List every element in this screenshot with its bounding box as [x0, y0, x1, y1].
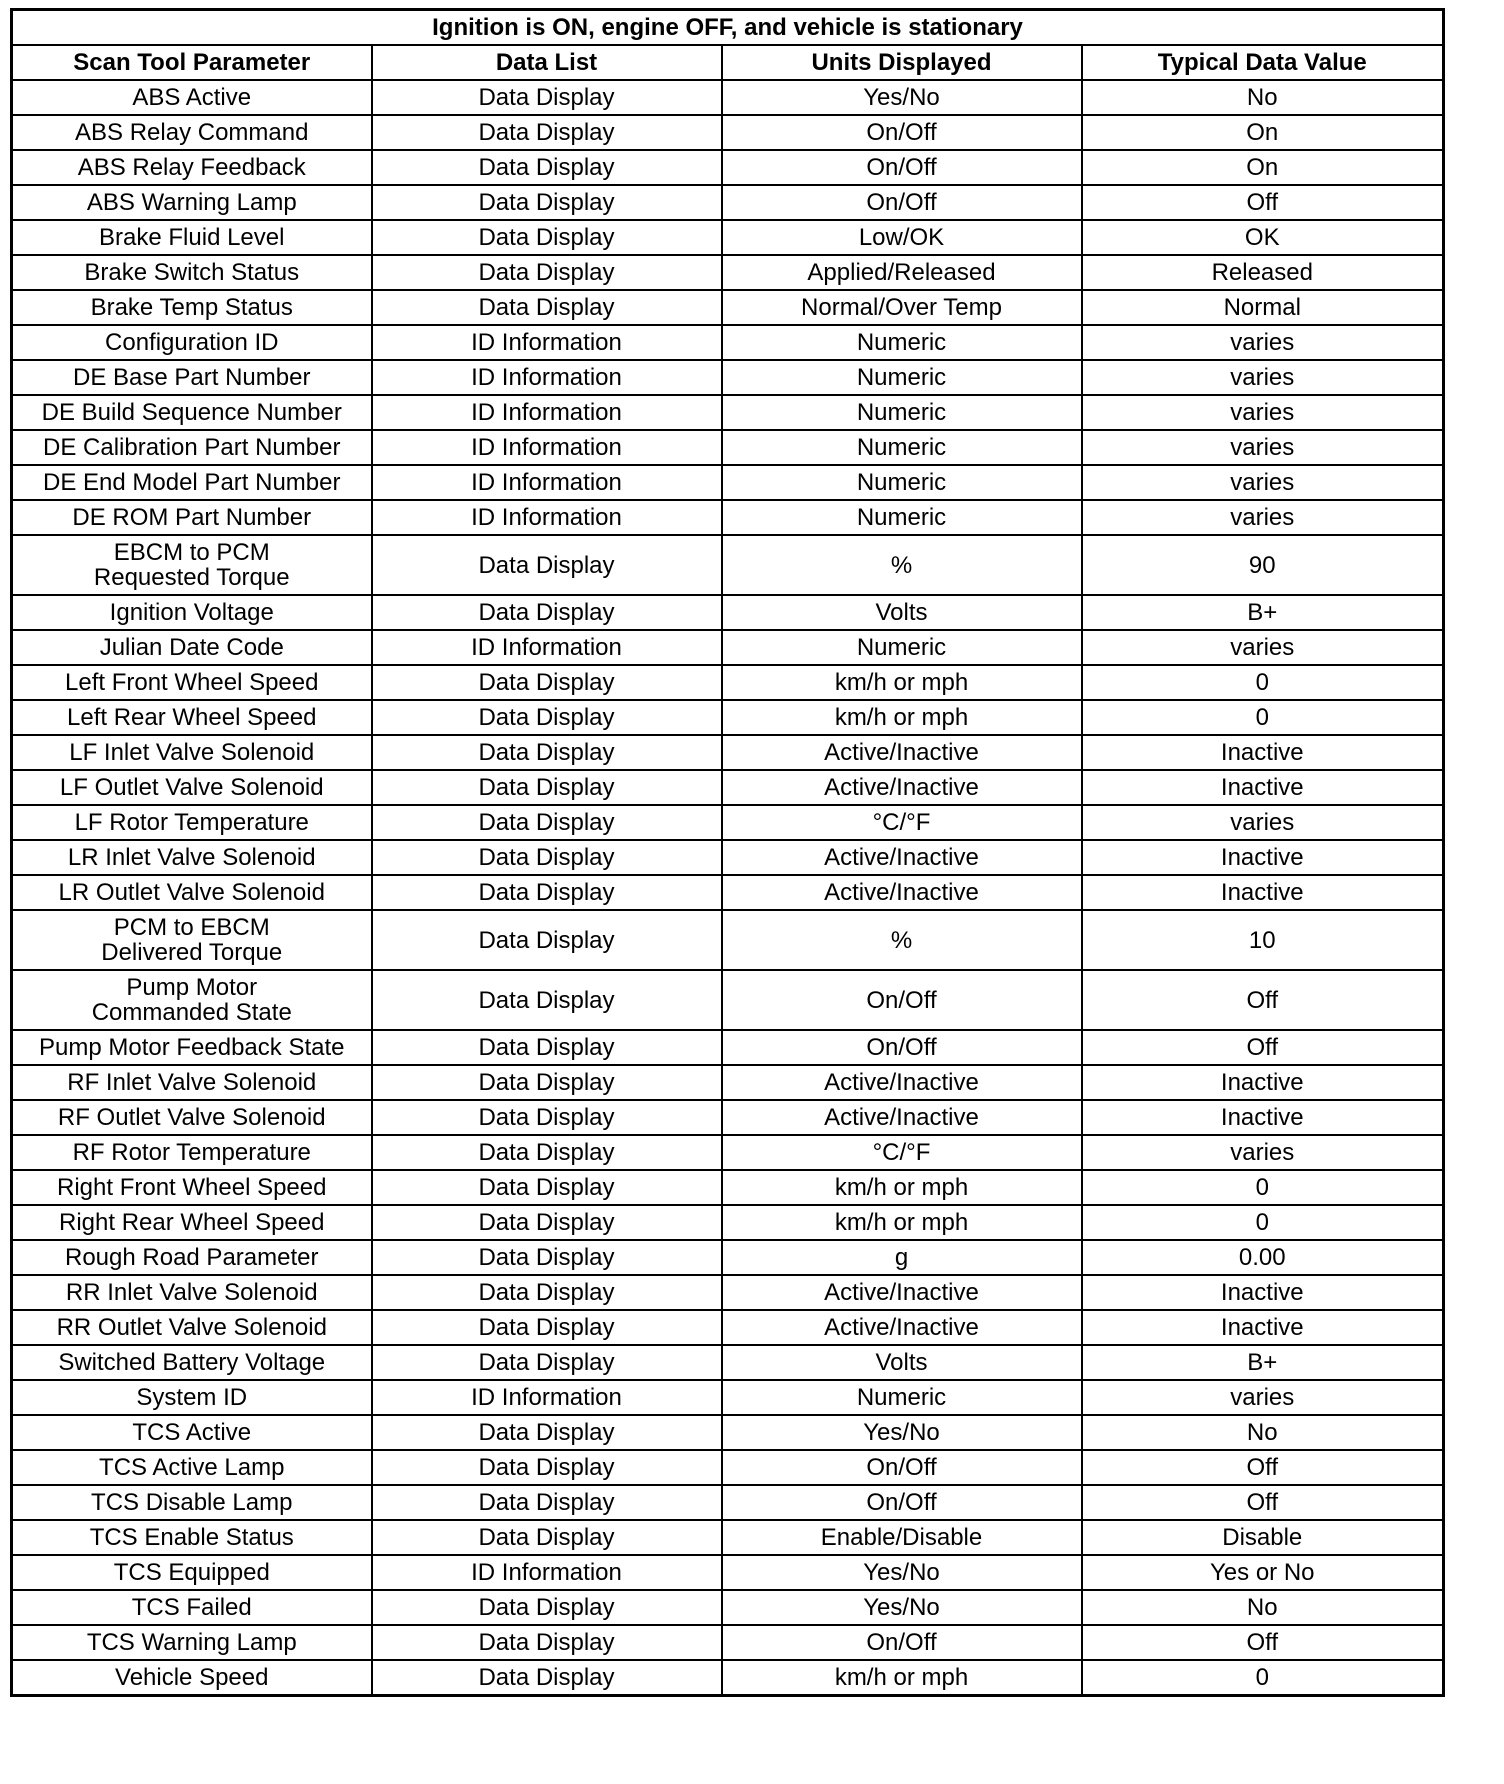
data-list-cell: ID Information: [372, 465, 722, 500]
parameter-cell: DE Calibration Part Number: [12, 430, 372, 465]
data-list-cell: Data Display: [372, 770, 722, 805]
typical-value-cell: 10: [1082, 910, 1444, 970]
units-cell: Applied/Released: [722, 255, 1082, 290]
table-row: [12, 735, 1444, 770]
parameter-cell: DE Build Sequence Number: [12, 395, 372, 430]
data-list-cell: Data Display: [372, 1590, 722, 1625]
table-row: [12, 220, 1444, 255]
table-row: [12, 805, 1444, 840]
typical-value-cell: varies: [1082, 430, 1444, 465]
data-list-cell: Data Display: [372, 1520, 722, 1555]
data-list-cell: ID Information: [372, 1555, 722, 1590]
table-row: [12, 395, 1444, 430]
typical-value-cell: Inactive: [1082, 1275, 1444, 1310]
units-cell: Yes/No: [722, 1555, 1082, 1590]
data-list-cell: Data Display: [372, 1415, 722, 1450]
typical-value-cell: varies: [1082, 805, 1444, 840]
typical-value-cell: varies: [1082, 325, 1444, 360]
data-list-cell: ID Information: [372, 360, 722, 395]
table-row: [12, 115, 1444, 150]
table-row: [12, 700, 1444, 735]
data-list-cell: ID Information: [372, 325, 722, 360]
data-list-cell: Data Display: [372, 1030, 722, 1065]
units-cell: km/h or mph: [722, 700, 1082, 735]
typical-value-cell: No: [1082, 1590, 1444, 1625]
typical-value-cell: Inactive: [1082, 875, 1444, 910]
data-list-cell: Data Display: [372, 1275, 722, 1310]
table-row: [12, 1205, 1444, 1240]
data-list-cell: Data Display: [372, 1240, 722, 1275]
units-cell: °C/°F: [722, 1135, 1082, 1170]
table-caption: Ignition is ON, engine OFF, and vehicle is stationary: [12, 10, 1444, 46]
typical-value-cell: varies: [1082, 465, 1444, 500]
units-cell: %: [722, 535, 1082, 595]
column-header-typical-value: Typical Data Value: [1082, 45, 1444, 80]
table-row: [12, 500, 1444, 535]
scan-tool-data-table: [10, 8, 1445, 1697]
data-list-cell: Data Display: [372, 150, 722, 185]
table-row: [12, 1135, 1444, 1170]
parameter-cell: LF Inlet Valve Solenoid: [12, 735, 372, 770]
table-row: [12, 150, 1444, 185]
units-cell: Active/Inactive: [722, 840, 1082, 875]
parameter-cell: [12, 535, 372, 595]
parameter-cell: RF Inlet Valve Solenoid: [12, 1065, 372, 1100]
column-header-parameter: Scan Tool Parameter: [12, 45, 372, 80]
units-cell: Numeric: [722, 325, 1082, 360]
table-row: [12, 875, 1444, 910]
table-row: [12, 430, 1444, 465]
units-cell: Normal/Over Temp: [722, 290, 1082, 325]
data-list-cell: Data Display: [372, 1100, 722, 1135]
table-row: [12, 1275, 1444, 1310]
typical-value-cell: Inactive: [1082, 1100, 1444, 1135]
typical-value-cell: Yes or No: [1082, 1555, 1444, 1590]
table-row: [12, 840, 1444, 875]
parameter-cell: ABS Active: [12, 80, 372, 115]
table-row: [12, 290, 1444, 325]
typical-value-cell: Off: [1082, 185, 1444, 220]
units-cell: Numeric: [722, 465, 1082, 500]
parameter-cell: ABS Relay Feedback: [12, 150, 372, 185]
typical-value-cell: 0: [1082, 1205, 1444, 1240]
parameter-cell: RR Outlet Valve Solenoid: [12, 1310, 372, 1345]
cell-line: Requested Torque: [93, 564, 290, 591]
typical-value-cell: Normal: [1082, 290, 1444, 325]
table-row: [12, 255, 1444, 290]
table-row: [12, 325, 1444, 360]
data-list-cell: Data Display: [372, 1310, 722, 1345]
parameter-cell: Ignition Voltage: [12, 595, 372, 630]
parameter-cell: Brake Fluid Level: [12, 220, 372, 255]
data-list-cell: Data Display: [372, 1205, 722, 1240]
units-cell: On/Off: [722, 970, 1082, 1030]
typical-value-cell: Off: [1082, 1450, 1444, 1485]
data-list-cell: Data Display: [372, 1135, 722, 1170]
units-cell: km/h or mph: [722, 1170, 1082, 1205]
parameter-cell: TCS Equipped: [12, 1555, 372, 1590]
table-row: [12, 595, 1444, 630]
units-cell: km/h or mph: [722, 1205, 1082, 1240]
units-cell: Numeric: [722, 430, 1082, 465]
units-cell: On/Off: [722, 1485, 1082, 1520]
typical-value-cell: On: [1082, 150, 1444, 185]
table-row: [12, 630, 1444, 665]
parameter-cell: DE Base Part Number: [12, 360, 372, 395]
typical-value-cell: Off: [1082, 1485, 1444, 1520]
data-list-cell: ID Information: [372, 1380, 722, 1415]
units-cell: Active/Inactive: [722, 875, 1082, 910]
table-head: [12, 10, 1444, 81]
units-cell: Active/Inactive: [722, 1275, 1082, 1310]
cell-line: PCM to EBCM: [113, 914, 270, 941]
units-cell: On/Off: [722, 1030, 1082, 1065]
data-list-cell: Data Display: [372, 1485, 722, 1520]
data-list-cell: Data Display: [372, 735, 722, 770]
parameter-cell: ABS Relay Command: [12, 115, 372, 150]
table-body: [12, 80, 1444, 1695]
table-row: [12, 970, 1444, 1030]
typical-value-cell: B+: [1082, 1345, 1444, 1380]
units-cell: On/Off: [722, 1625, 1082, 1660]
column-header-data-list: Data List: [372, 45, 722, 80]
cell-line: Commanded State: [91, 999, 292, 1026]
table-row: [12, 1345, 1444, 1380]
table-row: [12, 1065, 1444, 1100]
typical-value-cell: Off: [1082, 970, 1444, 1030]
data-list-cell: ID Information: [372, 395, 722, 430]
units-cell: On/Off: [722, 1450, 1082, 1485]
typical-value-cell: 90: [1082, 535, 1444, 595]
units-cell: Yes/No: [722, 1415, 1082, 1450]
parameter-cell: [12, 970, 372, 1030]
data-list-cell: Data Display: [372, 1345, 722, 1380]
typical-value-cell: 0: [1082, 665, 1444, 700]
parameter-cell: Configuration ID: [12, 325, 372, 360]
table-row: [12, 665, 1444, 700]
parameter-cell: Switched Battery Voltage: [12, 1345, 372, 1380]
units-cell: g: [722, 1240, 1082, 1275]
units-cell: Numeric: [722, 500, 1082, 535]
parameter-cell: RF Rotor Temperature: [12, 1135, 372, 1170]
cell-line: Pump Motor: [126, 974, 258, 1001]
units-cell: Numeric: [722, 1380, 1082, 1415]
typical-value-cell: Off: [1082, 1625, 1444, 1660]
table-row: [12, 465, 1444, 500]
typical-value-cell: Inactive: [1082, 735, 1444, 770]
parameter-cell: RF Outlet Valve Solenoid: [12, 1100, 372, 1135]
table-row: [12, 910, 1444, 970]
data-list-cell: Data Display: [372, 875, 722, 910]
data-list-cell: Data Display: [372, 700, 722, 735]
parameter-cell: TCS Warning Lamp: [12, 1625, 372, 1660]
data-list-cell: Data Display: [372, 290, 722, 325]
document-page: [10, 8, 1442, 1697]
units-cell: Volts: [722, 595, 1082, 630]
table-row: [12, 1240, 1444, 1275]
table-row: [12, 1590, 1444, 1625]
typical-value-cell: varies: [1082, 1135, 1444, 1170]
table-row: [12, 1100, 1444, 1135]
column-header-units: Units Displayed: [722, 45, 1082, 80]
typical-value-cell: Inactive: [1082, 1310, 1444, 1345]
typical-value-cell: Inactive: [1082, 840, 1444, 875]
parameter-cell: Brake Temp Status: [12, 290, 372, 325]
units-cell: Low/OK: [722, 220, 1082, 255]
table-row: [12, 360, 1444, 395]
typical-value-cell: 0: [1082, 1660, 1444, 1695]
units-cell: Yes/No: [722, 1590, 1082, 1625]
typical-value-cell: Released: [1082, 255, 1444, 290]
units-cell: On/Off: [722, 185, 1082, 220]
parameter-cell: Left Front Wheel Speed: [12, 665, 372, 700]
typical-value-cell: Disable: [1082, 1520, 1444, 1555]
table-row: [12, 185, 1444, 220]
data-list-cell: Data Display: [372, 220, 722, 255]
units-cell: %: [722, 910, 1082, 970]
data-list-cell: Data Display: [372, 115, 722, 150]
units-cell: Active/Inactive: [722, 1065, 1082, 1100]
typical-value-cell: B+: [1082, 595, 1444, 630]
parameter-cell: Right Rear Wheel Speed: [12, 1205, 372, 1240]
units-cell: °C/°F: [722, 805, 1082, 840]
data-list-cell: Data Display: [372, 1625, 722, 1660]
table-row: [12, 1415, 1444, 1450]
parameter-cell: TCS Enable Status: [12, 1520, 372, 1555]
data-list-cell: ID Information: [372, 500, 722, 535]
table-row: [12, 80, 1444, 115]
parameter-cell: Right Front Wheel Speed: [12, 1170, 372, 1205]
typical-value-cell: varies: [1082, 1380, 1444, 1415]
units-cell: On/Off: [722, 150, 1082, 185]
column-header-row: [12, 45, 1444, 80]
typical-value-cell: 0: [1082, 700, 1444, 735]
parameter-cell: Brake Switch Status: [12, 255, 372, 290]
data-list-cell: Data Display: [372, 255, 722, 290]
typical-value-cell: OK: [1082, 220, 1444, 255]
parameter-cell: Vehicle Speed: [12, 1660, 372, 1695]
parameter-cell: DE ROM Part Number: [12, 500, 372, 535]
table-row: [12, 1450, 1444, 1485]
data-list-cell: Data Display: [372, 1170, 722, 1205]
units-cell: On/Off: [722, 115, 1082, 150]
typical-value-cell: Inactive: [1082, 1065, 1444, 1100]
table-row: [12, 1380, 1444, 1415]
data-list-cell: ID Information: [372, 630, 722, 665]
typical-value-cell: varies: [1082, 630, 1444, 665]
cell-line: Delivered Torque: [101, 939, 283, 966]
typical-value-cell: 0: [1082, 1170, 1444, 1205]
table-row: [12, 1520, 1444, 1555]
data-list-cell: Data Display: [372, 1065, 722, 1100]
units-cell: Active/Inactive: [722, 1100, 1082, 1135]
parameter-cell: Rough Road Parameter: [12, 1240, 372, 1275]
typical-value-cell: Inactive: [1082, 770, 1444, 805]
units-cell: Active/Inactive: [722, 770, 1082, 805]
units-cell: Numeric: [722, 630, 1082, 665]
parameter-cell: TCS Disable Lamp: [12, 1485, 372, 1520]
data-list-cell: Data Display: [372, 805, 722, 840]
parameter-cell: LR Outlet Valve Solenoid: [12, 875, 372, 910]
data-list-cell: ID Information: [372, 430, 722, 465]
units-cell: Active/Inactive: [722, 735, 1082, 770]
table-row: [12, 1310, 1444, 1345]
data-list-cell: Data Display: [372, 1660, 722, 1695]
data-list-cell: Data Display: [372, 595, 722, 630]
typical-value-cell: varies: [1082, 500, 1444, 535]
units-cell: km/h or mph: [722, 665, 1082, 700]
data-list-cell: Data Display: [372, 1450, 722, 1485]
units-cell: Yes/No: [722, 80, 1082, 115]
parameter-cell: RR Inlet Valve Solenoid: [12, 1275, 372, 1310]
table-row: [12, 1660, 1444, 1695]
units-cell: Volts: [722, 1345, 1082, 1380]
parameter-cell: DE End Model Part Number: [12, 465, 372, 500]
typical-value-cell: 0.00: [1082, 1240, 1444, 1275]
data-list-cell: Data Display: [372, 910, 722, 970]
units-cell: Numeric: [722, 395, 1082, 430]
parameter-cell: TCS Active: [12, 1415, 372, 1450]
parameter-cell: Left Rear Wheel Speed: [12, 700, 372, 735]
data-list-cell: Data Display: [372, 970, 722, 1030]
units-cell: Numeric: [722, 360, 1082, 395]
data-list-cell: Data Display: [372, 535, 722, 595]
parameter-cell: [12, 910, 372, 970]
typical-value-cell: varies: [1082, 395, 1444, 430]
parameter-cell: System ID: [12, 1380, 372, 1415]
typical-value-cell: No: [1082, 80, 1444, 115]
data-list-cell: Data Display: [372, 665, 722, 700]
data-list-cell: Data Display: [372, 840, 722, 875]
typical-value-cell: No: [1082, 1415, 1444, 1450]
data-list-cell: Data Display: [372, 80, 722, 115]
table-row: [12, 535, 1444, 595]
typical-value-cell: varies: [1082, 360, 1444, 395]
parameter-cell: Pump Motor Feedback State: [12, 1030, 372, 1065]
table-row: [12, 1170, 1444, 1205]
typical-value-cell: Off: [1082, 1030, 1444, 1065]
table-row: [12, 1030, 1444, 1065]
table-row: [12, 1625, 1444, 1660]
parameter-cell: LF Outlet Valve Solenoid: [12, 770, 372, 805]
table-row: [12, 770, 1444, 805]
units-cell: Active/Inactive: [722, 1310, 1082, 1345]
parameter-cell: TCS Active Lamp: [12, 1450, 372, 1485]
typical-value-cell: On: [1082, 115, 1444, 150]
data-list-cell: Data Display: [372, 185, 722, 220]
parameter-cell: TCS Failed: [12, 1590, 372, 1625]
units-cell: Enable/Disable: [722, 1520, 1082, 1555]
units-cell: km/h or mph: [722, 1660, 1082, 1695]
table-row: [12, 1485, 1444, 1520]
parameter-cell: Julian Date Code: [12, 630, 372, 665]
table-row: [12, 1555, 1444, 1590]
parameter-cell: ABS Warning Lamp: [12, 185, 372, 220]
parameter-cell: LR Inlet Valve Solenoid: [12, 840, 372, 875]
cell-line: EBCM to PCM: [113, 539, 270, 566]
parameter-cell: LF Rotor Temperature: [12, 805, 372, 840]
